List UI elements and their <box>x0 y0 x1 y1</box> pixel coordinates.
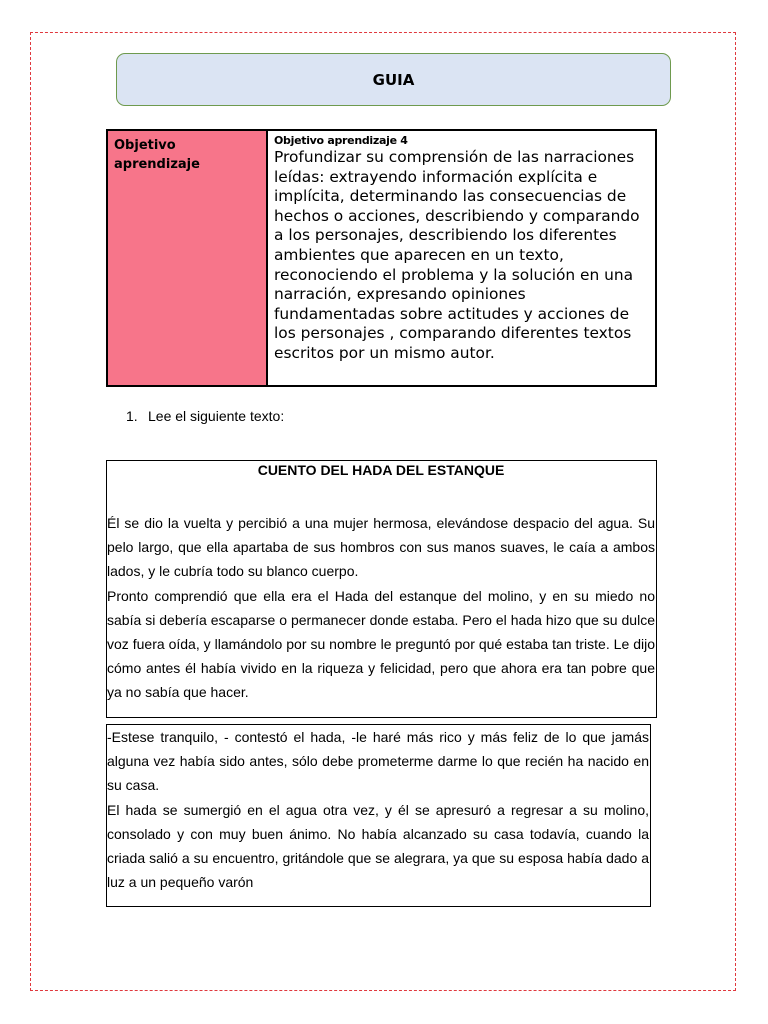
story-box-1 <box>106 460 657 718</box>
objective-heading: Objetivo aprendizaje 4 <box>274 134 408 147</box>
objective-label: Objetivo aprendizaje <box>114 138 200 172</box>
story-paragraph: Él se dio la vuelta y percibió a una mujer hermosa, elevándose despacio del agua. Su pelo largo, que ella apartaba de sus hombros con sus manos suaves, le caía a ambos lados, y le cubría todo su blanco cuerpo. <box>107 515 655 580</box>
instruction-number: 1. <box>126 408 138 424</box>
objective-content-cell <box>268 131 655 385</box>
objective-label-cell <box>108 131 268 385</box>
guide-title: GUIA <box>372 70 415 89</box>
instruction-text: Lee el siguiente texto: <box>148 408 285 424</box>
objective-table <box>106 129 657 387</box>
objective-text: Profundizar su comprensión de las narraciones leídas: extrayendo información explícita e implícita, determinando las consecuencias de hechos o acciones, describiendo y comparando a los personajes, describiendo los diferentes ambientes que aparecen en un texto, reconociendo el problema y la solución en una narración, expresando opiniones fundamentadas sobre actitudes y acciones de los personajes , comparando diferentes textos escritos por un mismo autor. <box>274 148 640 362</box>
story-paragraph: -Estese tranquilo, - contestó el hada, -le haré más rico y más feliz de lo que jamás alguna vez había sido antes, sólo debe prometerme darme lo que recién ha nacido en su casa. <box>107 729 649 794</box>
instruction-item <box>126 408 284 424</box>
story-paragraph: El hada se sumergió en el agua otra vez, y él se apresuró a regresar a su molino, consolado y con muy buen ánimo. No había alcanzado su casa todavía, cuando la criada salió a su encuentro, gritándole que se alegrara, ya que su esposa había dado a luz a un pequeño varón <box>107 801 649 891</box>
guide-title-banner <box>116 53 671 106</box>
story-title: CUENTO DEL HADA DEL ESTANQUE <box>257 462 505 478</box>
story-paragraph: Pronto comprendió que ella era el Hada del estanque del molino, y en su miedo no sabía si debería escaparse o permanecer donde estaba. Pero el hada hizo que su dulce voz fuera oída, y llamándolo por su nombre le preguntó por qué estaba tan triste. Le dijo cómo antes él había vivido en la riqueza y felicidad, pero que ahora era tan pobre que ya no sabía que hacer. <box>107 587 655 701</box>
story-box-2 <box>106 724 651 907</box>
